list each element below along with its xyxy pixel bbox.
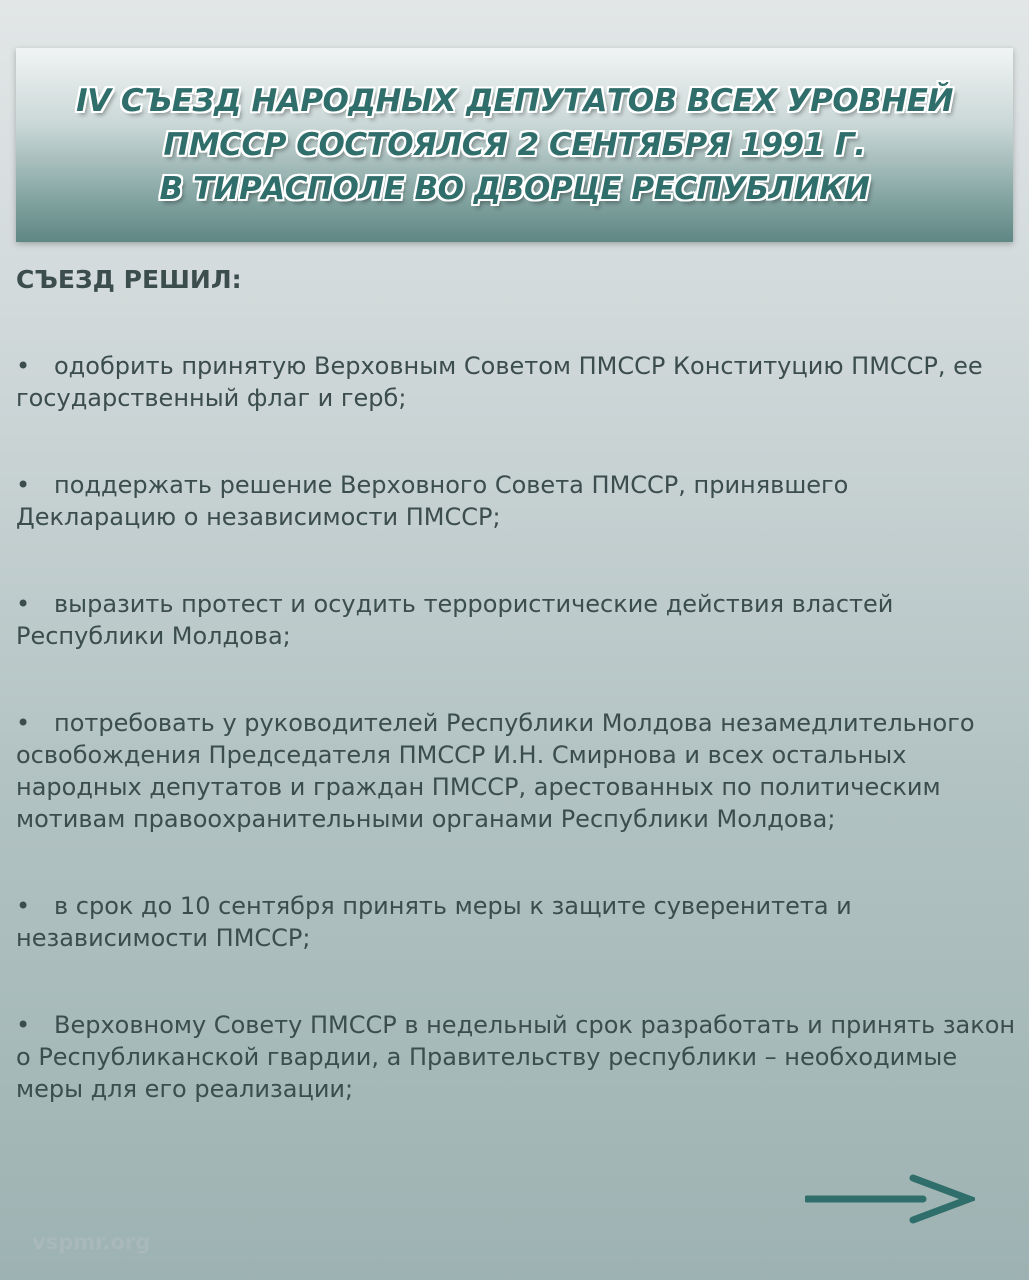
decision-text: потребовать у руководителей Республики Молдова незамедлительного освобождения Председателя ПМССР И.Н. Смирнова и всех остальных народных депутатов и граждан ПМССР, арестованных по политическим мотивам правоохранительными органами Республики Молдова; bbox=[16, 709, 975, 833]
decision-text: в срок до 10 сентября принять меры к защите суверенитета и независимости ПМССР; bbox=[16, 892, 852, 952]
decision-item bbox=[16, 350, 1016, 414]
decision-text: одобрить принятую Верховным Советом ПМССР Конституцию ПМССР, ее государственный флаг и герб; bbox=[16, 352, 983, 412]
section-title: СЪЕЗД РЕШИЛ: bbox=[16, 265, 242, 294]
arrow-right-icon[interactable] bbox=[805, 1172, 975, 1230]
arrow-right-icon-svg bbox=[805, 1172, 975, 1226]
bullet: • bbox=[16, 1011, 31, 1039]
decision-text: поддержать решение Верховного Совета ПМССР, принявшего Декларацию о независимости ПМССР; bbox=[16, 471, 849, 531]
watermark: vspmr.org bbox=[32, 1230, 151, 1254]
bullet: • bbox=[16, 471, 31, 499]
decisions-content bbox=[16, 264, 1016, 1160]
header-title-line-1: IV СЪЕЗД НАРОДНЫХ ДЕПУТАТОВ ВСЕХ УРОВНЕЙ bbox=[76, 83, 953, 119]
decision-text: Верховному Совету ПМССР в недельный срок разработать и принять закон о Республиканской гвардии, а Правительству республики – необходимые меры для его реализации; bbox=[16, 1011, 1016, 1103]
decision-item bbox=[16, 707, 1016, 835]
decision-item bbox=[16, 469, 1016, 533]
bullet: • bbox=[16, 352, 31, 380]
bullet: • bbox=[16, 590, 31, 618]
header-banner bbox=[16, 48, 1013, 242]
bullet: • bbox=[16, 892, 31, 920]
decision-item bbox=[16, 890, 1016, 954]
bullet: • bbox=[16, 709, 31, 737]
decision-item bbox=[16, 588, 1016, 652]
header-title-line-2: ПМССР СОСТОЯЛСЯ 2 СЕНТЯБРЯ 1991 Г. bbox=[163, 127, 866, 163]
decision-text: выразить протест и осудить террористические действия властей Республики Молдова; bbox=[16, 590, 894, 650]
header-title-line-3: В ТИРАСПОЛЕ ВО ДВОРЦЕ РЕСПУБЛИКИ bbox=[159, 171, 870, 207]
decision-item bbox=[16, 1009, 1016, 1105]
